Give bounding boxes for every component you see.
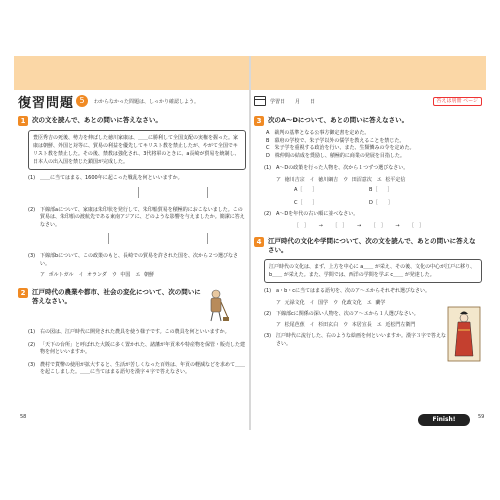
left-page: [18, 90, 246, 420]
title-note: わからなかった問題は、しっかり確認しよう。: [94, 98, 200, 105]
section-heading: 次の文を読んで、あとの問いに答えなさい。: [32, 116, 162, 124]
section-heading: 次のA～Dについて、あとの問いに答えなさい。: [268, 116, 409, 124]
order-answer-row[interactable]: ［ ］ → ［ ］ → ［ ］ → ［ ］: [294, 223, 425, 229]
section-2: [18, 288, 246, 324]
list-item: D 株仲間の結成を奨励し、積極的に商業の発展を目指した。: [266, 152, 405, 159]
answer-field[interactable]: [108, 233, 208, 244]
section-heading: 江戸時代の農業や都市、社会の変化について、次の問いに答えなさい。: [32, 288, 201, 305]
section-number-badge: 2: [18, 288, 28, 298]
month-label: 月: [295, 98, 301, 105]
question-text: 下線部aについて、家康は朱印状を発行して、朱印船貿易を積極的におこないました。この貿易は、朱印船の渡航先である東南アジアに、どのような影響を与えましたか。簡潔に答えなさい。: [40, 206, 245, 228]
question-text: a・b・cに当てはまる語句を、次のア～エからそれぞれ選びなさい。: [276, 288, 430, 294]
question-number: (1): [28, 175, 36, 181]
choice-list: ア 松尾芭蕉 イ 杉田玄白 ウ 本居宣長 エ 近松門左衛門: [276, 322, 416, 328]
section-1: [18, 116, 246, 126]
finish-badge: Finish!: [418, 414, 470, 426]
calendar-icon: [254, 96, 266, 106]
question-text: ＿＿に当てはまる、1600年に起こった戦乱を何といいますか。: [40, 175, 183, 181]
date-label: 学習日: [270, 98, 286, 105]
question-item: [28, 175, 246, 183]
page-gutter: [249, 56, 251, 430]
answer-label-d[interactable]: D［ ］: [369, 199, 393, 206]
list-item: B 幕府の学校で、朱子学以外の儒学を教えることを禁じた。: [266, 137, 405, 144]
question-number: (2): [28, 341, 36, 348]
question-text: A～Dを年代の古い順に並べなさい。: [276, 210, 359, 217]
section-number-badge: 1: [18, 116, 28, 126]
answer-label-a[interactable]: A［ ］: [294, 186, 318, 193]
right-page: [254, 90, 485, 420]
choice-list: ア ポルトガル イ オランダ ウ 中国 エ 朝鮮: [40, 272, 155, 278]
question-number: (2): [264, 210, 272, 217]
question-text: 下線部cに関係の深い人物を、次のア～エから１人選びなさい。: [276, 310, 419, 317]
answer-label-b[interactable]: B［ ］: [369, 186, 393, 193]
review-title-row: [18, 92, 246, 110]
question-number: (3): [264, 333, 272, 339]
section-number-badge: 3: [254, 116, 264, 126]
ukiyoe-painting-icon: [446, 306, 482, 362]
reading-box: 江戸時代の文化は、まず、上方を中心に a＿＿ が栄え、その後、文化の中心が江戸に移り、b＿＿ が栄えた。また、学問では、西洋の学問を学ぶ c＿＿ が発達した。: [264, 259, 482, 283]
section-heading: 江戸時代の文化や学問について、次の文を読んで、あとの問いに答えなさい。: [268, 237, 476, 254]
choice-list: ア 元禄文化 イ 国学 ウ 化政文化 エ 蘭学: [276, 299, 386, 306]
question-number: (2): [264, 310, 272, 317]
question-item: [28, 207, 246, 230]
question-number: (2): [28, 206, 36, 213]
day-label: 日: [310, 98, 316, 105]
section-number-badge: 4: [254, 237, 264, 247]
answer-reference-badge: 答えは別冊 ページ: [433, 97, 483, 106]
question-number: (3): [28, 253, 36, 259]
question-number: (1): [264, 165, 272, 171]
question-text: 右の図は、江戸時代に開発された農具を使う様子です。この農具を何といいますか。: [40, 329, 230, 335]
reading-box: 豊臣秀吉の死後、勢力を伸ばした徳川家康は、＿＿に勝利して全国支配の実権を握った。家康は朝鮮、外国と対等に、貿易の利益を優先してキリスト教を禁止したが、やがて全国でキリスト教を禁止した。その後、禁教は強化され、3代将軍のときに、a長崎が貿易を統制し、日本人の出入国を禁じた鎖国が完成した。: [28, 130, 246, 170]
list-item: A 裁判の基準となる公事方御定書を定めた。: [266, 130, 370, 136]
question-text: A～Dの政策を行った人物を、次から１つずつ選びなさい。: [276, 165, 409, 171]
study-date-row: [254, 92, 482, 110]
list-item: C 朱子学を重視する政治を行い、また、生類憐みの令を定めた。: [266, 145, 415, 151]
answer-field[interactable]: [138, 187, 208, 198]
choice-list: ア 徳川吉宗 イ 徳川綱吉 ウ 田沼意次 エ 松平定信: [276, 176, 406, 183]
question-item: [28, 342, 246, 357]
answer-grid: [294, 186, 444, 206]
question-text: 下線部bについて、この政策のもと、長崎での貿易を許された国を、次から２つ選びなさい。: [40, 253, 238, 267]
question-number: (1): [28, 329, 36, 335]
page-title: 復習問題: [18, 95, 75, 111]
policy-list: [266, 130, 482, 160]
question-item: [264, 165, 482, 173]
answer-label-c[interactable]: C［ ］: [294, 199, 318, 206]
question-item: [28, 362, 246, 377]
question-item: [264, 311, 446, 319]
title-number-badge: 5: [76, 95, 88, 107]
page-number-left: 58: [20, 414, 27, 420]
question-text: 「天下の台所」と呼ばれた大阪に多く置かれた、諸藩が年貢米や特産物を保管・販売した建物を何といいますか。: [40, 341, 246, 355]
page-number-right: 59: [478, 414, 485, 420]
question-item: [28, 329, 246, 337]
question-item: [264, 211, 482, 219]
farm-tool-illustration-icon: [202, 288, 230, 324]
question-item: [28, 253, 246, 268]
question-item: [264, 333, 446, 348]
question-text: 農村で貨幣の使用が拡大すると、生活が苦しくなった百姓は、年貢の軽減などを求めて＿＿を起こしました。＿＿に当てはまる語句を漢字４字で答えなさい。: [40, 361, 246, 375]
question-item: [264, 288, 482, 296]
question-number: (1): [264, 288, 272, 294]
question-number: (3): [28, 361, 36, 368]
question-text: 江戸時代に流行した、右のような絵画を何といいますか。漢字３字で答えなさい。: [276, 333, 447, 347]
section-3: [254, 116, 482, 126]
section-4: [254, 237, 482, 255]
